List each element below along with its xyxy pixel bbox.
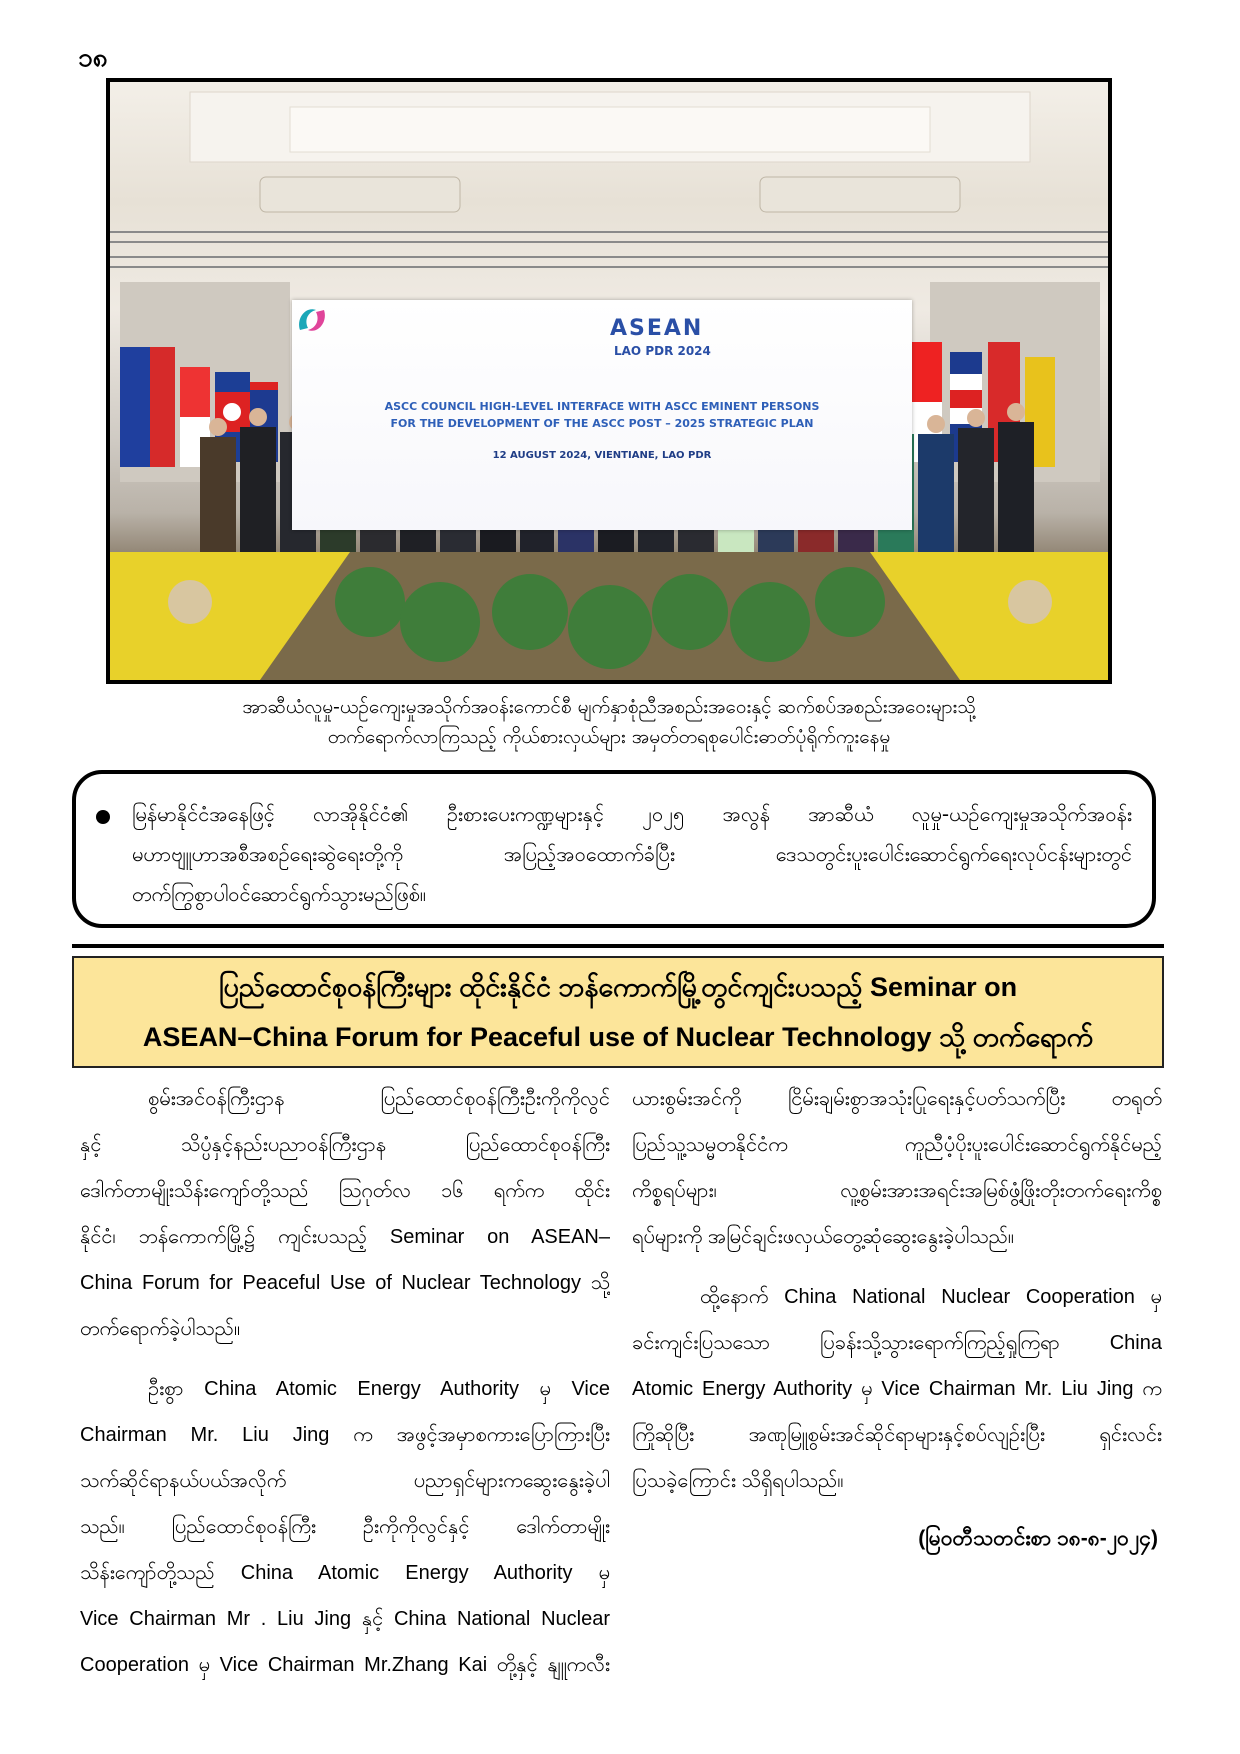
body-line: သည်။ ပြည်ထောင်စုဝန်ကြီး ဦးကိုကိုလွင်နှင့် ဒေါက်တာမျိုး (80, 1516, 610, 1538)
body-line: ပြည်သူ့သမ္မတနိုင်ငံက ကူညီပံ့ပိုးပူးပေါင်းဆောင်ရွက်နိုင်မည့် (632, 1134, 1162, 1156)
body-line: ဒေါက်တာမျိုးသိန်းကျော်တို့သည် ဩဂုတ်လ ၁၆ ရက်က ထိုင်း (80, 1180, 610, 1202)
banner-brand: ASEAN (610, 316, 704, 341)
body-line: စွမ်းအင်ဝန်ကြီးဌာန ပြည်ထောင်စုဝန်ကြီးဦးကိုကိုလွင် (148, 1088, 610, 1110)
body-line: သက်ဆိုင်ရာနယ်ပယ်အလိုက် ပညာရှင်များကဆွေးနွေးခဲ့ပါ (80, 1470, 610, 1492)
body-line: China Forum for Peaceful Use of Nuclear Technology သို့ (80, 1272, 610, 1294)
photo-caption-line2: တက်ရောက်လာကြသည့် ကိုယ်စားလှယ်များ အမှတ်တရစုပေါင်းဓာတ်ပုံရိုက်ကူးနေမှု (327, 726, 891, 748)
body-line: ခင်းကျင်းပြသသော ပြခန်းသို့သွားရောက်ကြည့်ရှုကြရာ China (632, 1332, 1162, 1354)
body-line: ယားစွမ်းအင်ကို ငြိမ်းချမ်းစွာအသုံးပြုရေးနှင့်ပတ်သက်ပြီး တရုတ် (632, 1088, 1162, 1110)
body-line: Atomic Energy Authority မှ Vice Chairman Mr. Liu Jing က (632, 1378, 1162, 1400)
body-line: ထို့နောက် China National Nuclear Cooperation မှ (700, 1286, 1162, 1308)
headline-line1: ပြည်ထောင်စုဝန်ကြီးများ ထိုင်းနိုင်ငံ ဘန်ကောက်မြို့တွင်ကျင်းပသည့် Seminar on (218, 972, 1018, 1002)
body-line: နိုင်ငံ၊ ဘန်ကောက်မြို့၌ ကျင်းပသည့် Seminar on ASEAN– (80, 1226, 610, 1248)
banner-title-line2: FOR THE DEVELOPMENT OF THE ASCC POST – 2025 STRATEGIC PLAN (390, 417, 814, 430)
body-line: ပြသခဲ့ကြောင်း သိရှိရပါသည်။ (632, 1470, 844, 1492)
banner-title-line1: ASCC COUNCIL HIGH-LEVEL INTERFACE WITH ASCC EMINENT PERSONS (384, 400, 820, 413)
event-banner (292, 300, 912, 530)
body-line: Vice Chairman Mr . Liu Jing နှင့် China National Nuclear (80, 1608, 610, 1630)
page-number: ၁၈ (78, 43, 108, 73)
body-line: သိန်းကျော်တို့သည် China Atomic Energy Authority မှ (80, 1562, 610, 1584)
body-line: Cooperation မှ Vice Chairman Mr.Zhang Kai တို့နှင့် နျူကလီး (80, 1654, 610, 1676)
section-divider (72, 944, 1164, 948)
highlight-line1: မြန်မာနိုင်ငံအနေဖြင့် လာအိုနိုင်ငံ၏ ဦးစားပေးကဏ္ဍများနှင့် ၂၀၂၅ အလွန် အာဆီယံ လူမှု-ယဉ်ကျေးမှုအသိုက်အဝန်း (132, 802, 1132, 826)
banner-sub: LAO PDR 2024 (614, 344, 711, 358)
highlight-line2: မဟာဗျူဟာအစီအစဉ်ရေးဆွဲရေးတို့ကို အပြည့်အဝထောက်ခံပြီး ဒေသတွင်းပူးပေါင်းဆောင်ရွက်ရေးလုပ်ငန်းများတွင် (132, 842, 1132, 866)
body-line: နှင့် သိပ္ပံနှင့်နည်းပညာဝန်ကြီးဌာန ပြည်ထောင်စုဝန်ကြီး (80, 1134, 610, 1156)
article-column-left (80, 1076, 610, 1688)
asean-lao-logo-icon (292, 300, 332, 340)
highlight-line3: တက်ကြွစွာပါဝင်ဆောင်ရွက်သွားမည်ဖြစ်။ (132, 882, 426, 906)
body-line: ဦးစွာ China Atomic Energy Authority မှ Vice (148, 1378, 610, 1400)
body-line: တက်ရောက်ခဲ့ပါသည်။ (80, 1318, 241, 1340)
article-column-right (632, 1076, 1162, 1504)
bullet-icon (96, 810, 110, 824)
group-photo (106, 78, 1112, 684)
body-line: ကိစ္စရပ်များ၊ လူ့စွမ်းအားအရင်းအမြစ်ဖွံ့ဖြိုးတိုးတက်ရေးကိစ္စ (632, 1180, 1162, 1202)
highlight-box (72, 770, 1156, 928)
body-line: Chairman Mr. Liu Jing က အဖွင့်အမှာစကားပြောကြားပြီး (80, 1424, 610, 1446)
article-headline (72, 956, 1164, 1068)
body-line: ရပ်များကို အမြင်ချင်းဖလှယ်တွေ့ဆုံဆွေးနွေးခဲ့ပါသည်။ (632, 1226, 1014, 1248)
body-line: ကြိုဆိုပြီး အဏုမြူစွမ်းအင်ဆိုင်ရာများနှင့်စပ်လျဉ်းပြီး ရှင်းလင်း (632, 1424, 1162, 1446)
source-credit: (မြဝတီသတင်းစာ ၁၈-၈-၂၀၂၄) (918, 1527, 1158, 1550)
banner-date: 12 AUGUST 2024, VIENTIANE, LAO PDR (492, 450, 712, 461)
headline-line2: ASEAN–China Forum for Peaceful use of Nuclear Technology သို့ တက်ရောက် (142, 1022, 1094, 1052)
photo-caption-line1: အာဆီယံလူမှု-ယဉ်ကျေးမှုအသိုက်အဝန်းကောင်စီ မျက်နှာစုံညီအစည်းအဝေးနှင့် ဆက်စပ်အစည်းအဝေးများသို့ (242, 696, 976, 718)
